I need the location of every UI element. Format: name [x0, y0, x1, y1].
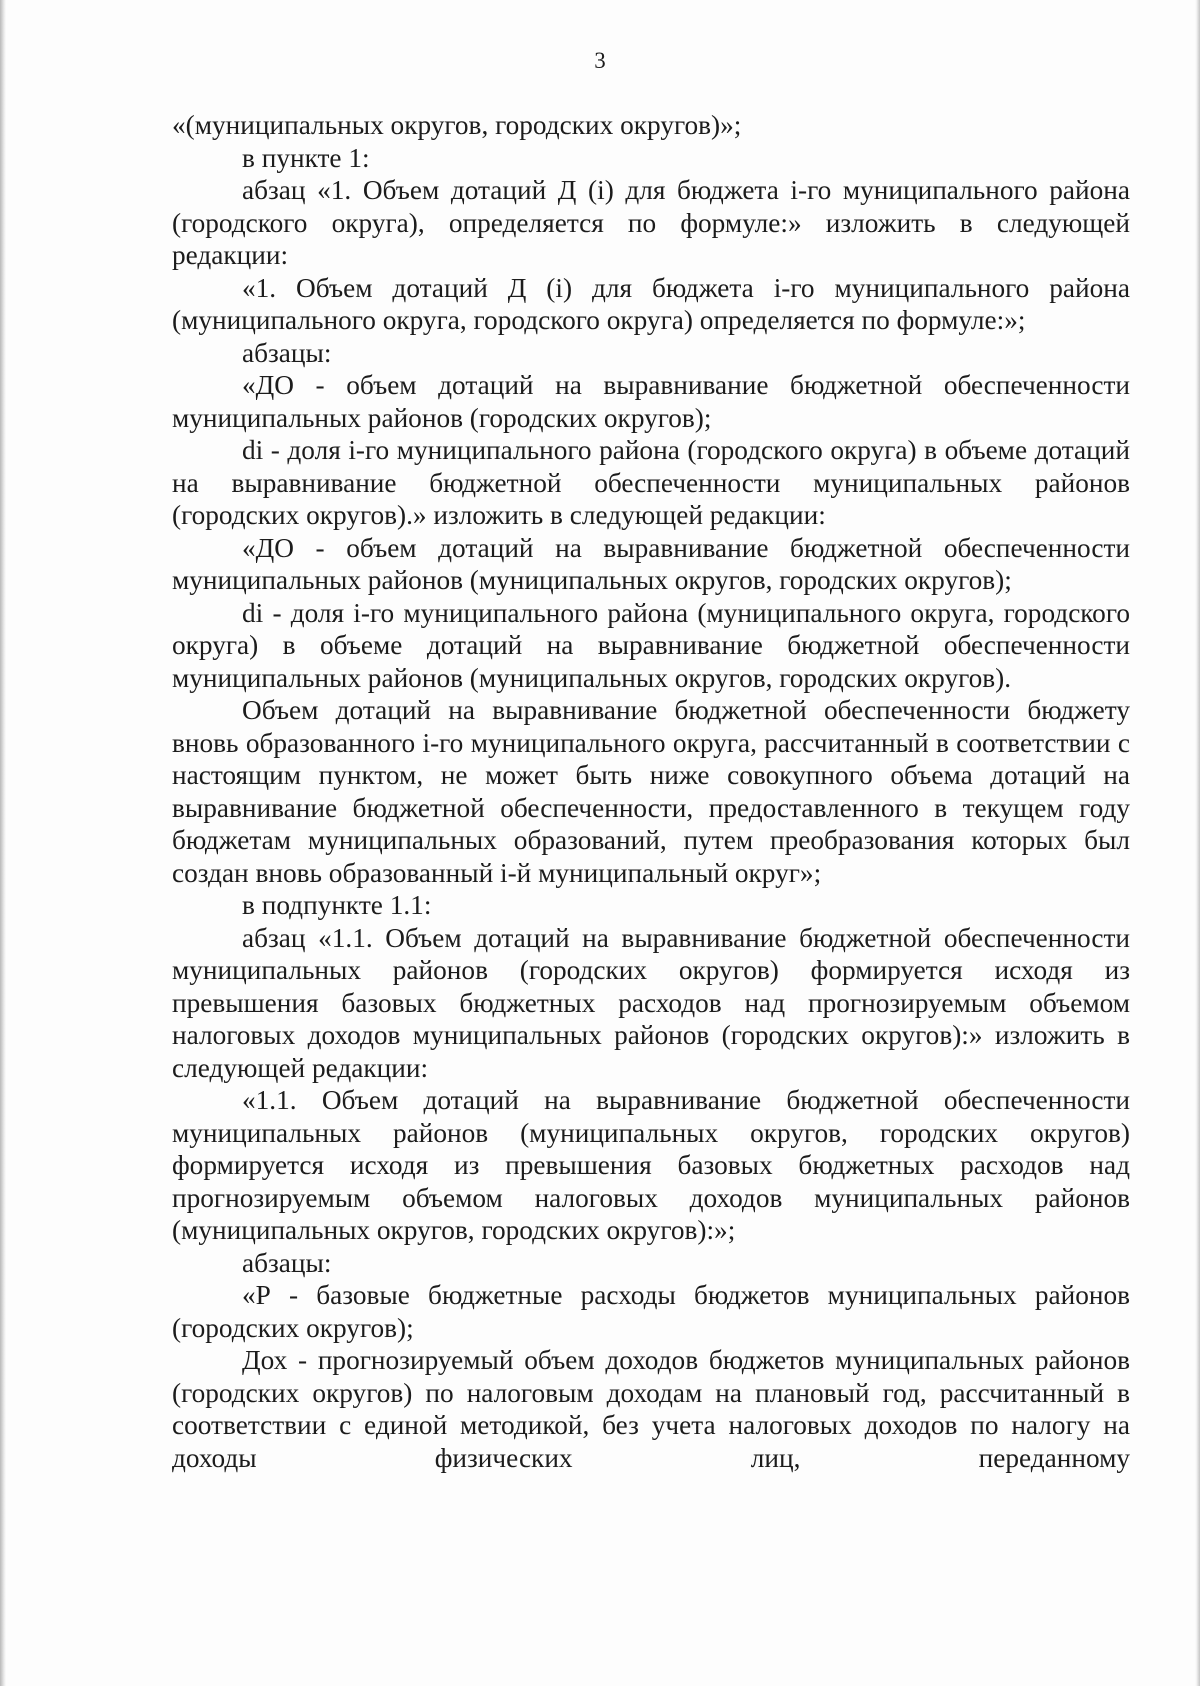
- paragraph-6: «ДО - объем дотаций на выравнивание бюджетной обеспеченности муниципальных районов (городских округов);: [172, 370, 1130, 433]
- paragraph-2: в пункте 1:: [242, 142, 370, 173]
- paragraph-11: в подпункте 1.1:: [242, 890, 432, 920]
- scan-edge-left: [0, 0, 6, 1686]
- paragraph-15: «Р - базовые бюджетные расходы бюджетов муниципальных районов (городских округов);: [172, 1280, 1130, 1343]
- paragraph-14: абзацы:: [242, 1247, 332, 1278]
- page-number: 3: [594, 48, 606, 73]
- scan-edge-right: [1195, 0, 1200, 1686]
- paragraph-16: Дох - прогнозируемый объем доходов бюджетов муниципальных районов (городских округов) по налоговым доходам на плановый год, рассчитанный в соответствии с единой методикой, без учета налоговых доходов по налогу на доходы физических лиц, переданному: [172, 1345, 1130, 1473]
- paragraph-8: «ДО - объем дотаций на выравнивание бюджетной обеспеченности муниципальных районов (муниципальных округов, городских округов);: [172, 532, 1130, 595]
- paragraph-9: di - доля i-го муниципального района (муниципального округа, городского округа) в объеме дотаций на выравнивание бюджетной обеспеченности муниципальных районов (муниципальных округов, городских округов).: [172, 597, 1130, 693]
- paragraph-1: «(муниципальных округов, городских округов)»;: [172, 110, 742, 140]
- paragraph-10: Объем дотаций на выравнивание бюджетной обеспеченности бюджету вновь образованного i-го муниципального округа, рассчитанный в соответствии с настоящим пунктом, не может быть ниже совокупного объема дотаций на выравнивание бюджетной обеспеченности, предоставленного в текущем году бюджетам муниципальных образований, путем преобразования которых был создан вновь образованный i-й муниципальный округ»;: [172, 695, 1130, 888]
- paragraph-4: «1. Объем дотаций Д (i) для бюджета i-го муниципального района (муниципального округа, городского округа) определяется по формуле:»;: [172, 272, 1130, 335]
- paragraph-3: абзац «1. Объем дотаций Д (i) для бюджета i-го муниципального района (городского округа), определяется по формуле:» изложить в следующей редакции:: [172, 175, 1130, 270]
- paragraph-13: «1.1. Объем дотаций на выравнивание бюджетной обеспеченности муниципальных районов (муниципальных округов, городских округов) формируется исходя из превышения базовых бюджетных расходов над прогнозируемым объемом налоговых доходов муниципальных районов (муниципальных округов, городских округов):»;: [172, 1085, 1130, 1245]
- paragraph-12: абзац «1.1. Объем дотаций на выравнивание бюджетной обеспеченности муниципальных районов (городских округов) формируется исходя из превышения базовых бюджетных расходов над прогнозируемым объемом налоговых доходов муниципальных районов (городских округов):» изложить в следующей редакции:: [172, 922, 1130, 1083]
- document-body: [172, 109, 1130, 1474]
- paragraph-7: di - доля i-го муниципального района (городского округа) в объеме дотаций на выравнивание бюджетной обеспеченности муниципальных районов (городских округов).» изложить в следующей редакции:: [172, 435, 1130, 530]
- paragraph-5: абзацы:: [242, 337, 332, 368]
